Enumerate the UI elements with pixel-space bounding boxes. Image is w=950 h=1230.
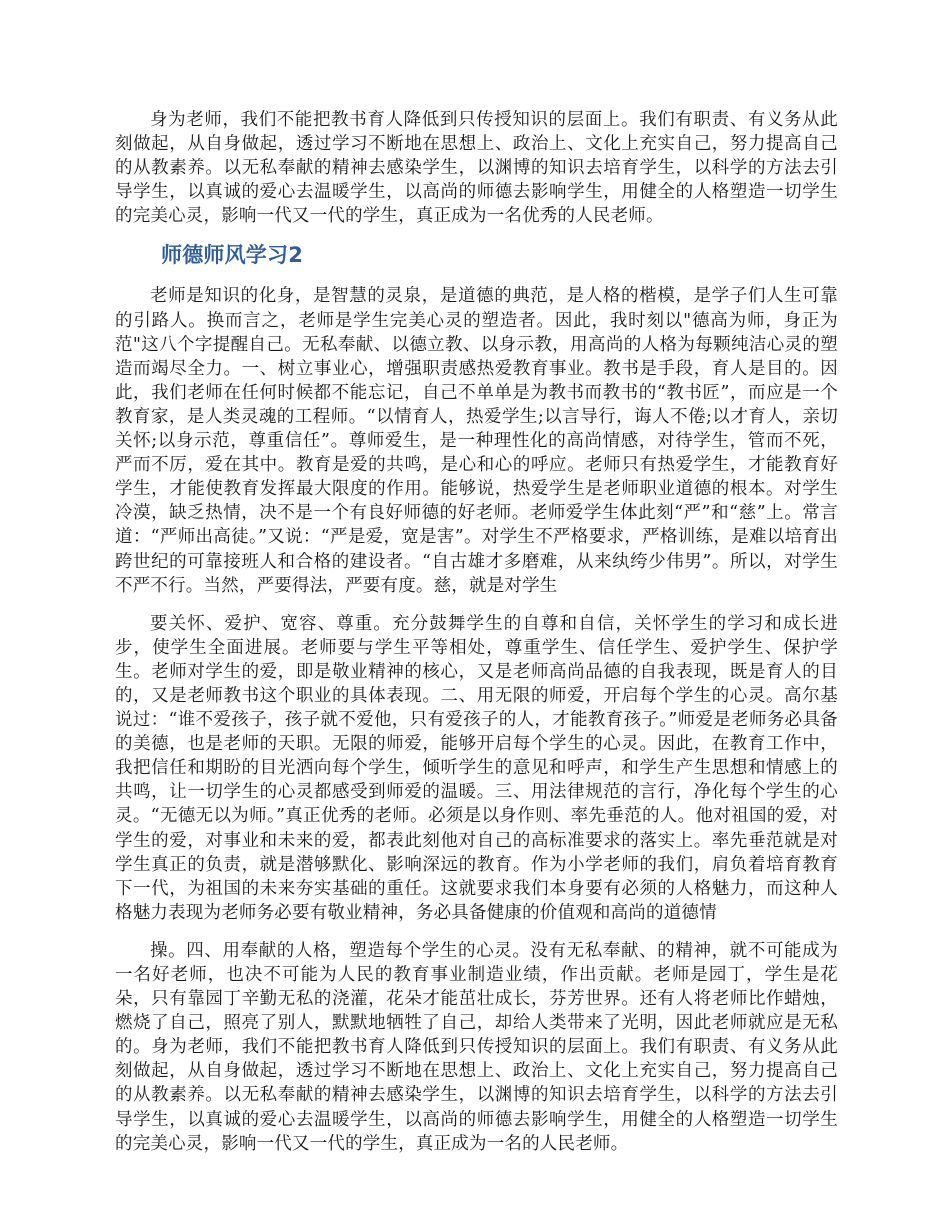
section-heading: 师德师风学习2 (161, 243, 304, 268)
body-paragraph-3: 操。四、用奉献的人格，塑造每个学生的心灵。没有无私奉献、的精神，就不可能成为一名好老师，也决不可能为人民的教育事业制造业绩，作出贡献。老师是园丁，学生是花朵，只有靠园丁辛勤无私的浇灌，花朵才能茁壮成长，芬芳世界。还有人将老师比作蜡烛，燃烧了自己，照亮了别人，默默地牺牲了自己，却给人类带来了光明，因此老师就应是无私的。身为老师，我们不能把教书育人降低到只传授知识的层面上。我们有职责、有义务从此刻做起，从自身做起，透过学习不断地在思想上、政治上、文化上充实自己，努力提高自己的从教素养。以无私奉献的精神去感染学生，以渊博的知识去培育学生，以科学的方法去引导学生，以真诚的爱心去温暖学生，以高尚的师德去影响学生，用健全的人格塑造一切学生的完美心灵，影响一代又一代的学生，真正成为一名的人民老师。 (115, 940, 838, 1154)
intro-paragraph: 身为老师，我们不能把教书育人降低到只传授知识的层面上。我们有职责、有义务从此刻做起，从自身做起，透过学习不断地在思想上、政治上、文化上充实自己，努力提高自己的从教素养。以无私奉献的精神去感染学生，以渊博的知识去培育学生，以科学的方法去引导学生，以真诚的爱心去温暖学生，以高尚的师德去影响学生，用健全的人格塑造一切学生的完美心灵，影响一代又一代的学生，真正成为一名优秀的人民老师。 (115, 110, 838, 227)
body-paragraph-2: 要关怀、爱护、宽容、尊重。充分鼓舞学生的自尊和自信，关怀学生的学习和成长进步，使学生全面进展。老师要与学生平等相处，尊重学生、信任学生、爱护学生、保护学生。老师对学生的爱，即是敬业精神的核心，又是老师高尚品德的自我表现，既是育人的目的，又是老师教书这个职业的具体表现。二、用无限的师爱，开启每个学生的心灵。高尔基说过：“谁不爱孩子，孩子就不爱他，只有爱孩子的人，才能教育孩子。”师爱是老师务必具备的美德，也是老师的天职。无限的师爱，能够开启每个学生的心灵。因此，在教育工作中，我把信任和期盼的目光洒向每个学生，倾听学生的意见和呼声，和学生产生思想和情感上的共鸣，让一切学生的心灵都感受到师爱的温暖。三、用法律规范的言行，净化每个学生的心灵。“无德无以为师。”真正优秀的老师。必须是以身作则、率先垂范的人。他对祖国的爱，对学生的爱，对事业和未来的爱，都表此刻他对自己的高标准要求的落实上。率先垂范就是对学生真正的负责，就是潜够默化、影响深远的教育。作为小学老师的我们，肩负着培育教育下一代，为祖国的未来夯实基础的重任。这就要求我们本身要有必须的人格魅力，而这种人格魅力表现为老师务必要有敬业精神，务必具备健康的价值观和高尚的道德情 (115, 613, 838, 923)
body-paragraph-1: 老师是知识的化身，是智慧的灵泉，是道德的典范，是人格的楷模，是学子们人生可靠的引路人。换而言之，老师是学生完美心灵的塑造者。因此，我时刻以"德高为师，身正为范"这八个字提醒自己。无私奉献、以德立教、以身示教，用高尚的人格为每颗纯洁心灵的塑造而竭尽全力。一、树立事业心，增强职责感热爱教育事业。教书是手段，育人是目的。因此，我们老师在任何时候都不能忘记，自己不单单是为教书而教书的“教书匠”，而应是一个教育家，是人类灵魂的工程师。“以情育人，热爱学生;以言导行，诲人不倦;以才育人，亲切关怀;以身示范，尊重信任”。尊师爱生，是一种理性化的高尚情感，对待学生，管而不死，严而不厉，爱在其中。教育是爱的共鸣，是心和心的呼应。老师只有热爱学生，才能教育好学生，才能使教育发挥最大限度的作用。能够说，热爱学生是老师职业道德的根本。对学生冷漠，缺乏热情，决不是一个有良好师德的好老师。老师爱学生体此刻“严”和“慈”上。常言道：“严师出高徒。”又说：“严是爱，宽是害”。对学生不严格要求，严格训练，是难以培育出跨世纪的可靠接班人和合格的建设者。“自古雄才多磨难，从来纨绔少伟男”。所以，对学生不严不行。当然，严要得法，严要有度。慈，就是对学生 (115, 286, 838, 596)
document-page (115, 108, 838, 1156)
